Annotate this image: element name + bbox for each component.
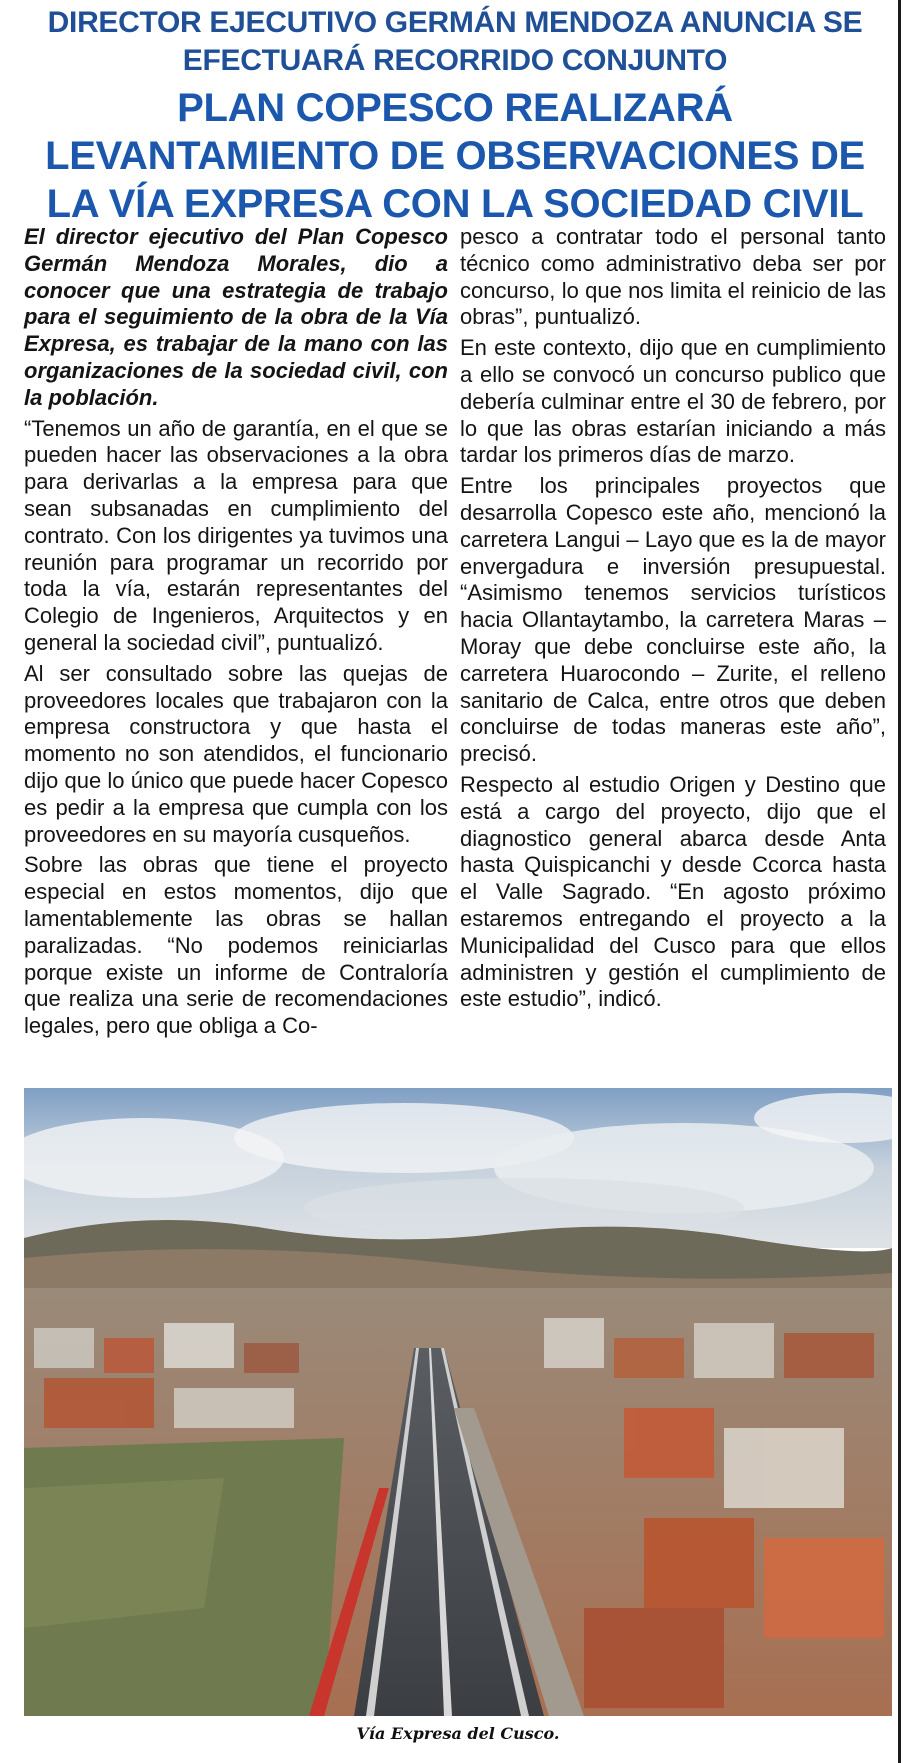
page-border-right (898, 0, 901, 1763)
body-paragraph: En este contexto, dijo que en cumplimiento a ello se convocó un concurso publico que debería culminar entre el 30 de febrero, por lo que las obras estarían iniciando a más tardar los primeros días de marzo. (460, 335, 886, 468)
article-kicker: DIRECTOR EJECUTIVO GERMÁN MENDOZA ANUNCIA SE EFECTUARÁ RECORRIDO CONJUNTO (47, 6, 863, 77)
article-headline: PLAN COPESCO REALIZARÁ LEVANTAMIENTO DE OBSERVACIONES DE LA VÍA EXPRESA CON LA SOCIEDAD CIVIL (45, 86, 865, 226)
body-paragraph: “Tenemos un año de garantía, en el que se pueden hacer las observaciones a la obra para derivarlas a la empresa para que sean subsanadas en cumplimiento del contrato. Con los dirigentes ya tuvimos una reunión para programar un recorrido por toda la vía, estarán representantes del Colegio de Ingenieros, Arquitectos y en general la sociedad civil”, puntualizó. (24, 415, 448, 655)
article-column-left (24, 224, 448, 1044)
body-paragraph: Respecto al estudio Origen y Destino que está a cargo del proyecto, dijo que el diagnostico general abarca desde Anta hasta Quispicanchi y desde Ccorca hasta el Valle Sagrado. “En agosto próximo estaremos entregando el proyecto a la Municipalidad del Cusco para que ellos administren y gestión el cumplimiento de este estudio”, indicó. (460, 771, 886, 1012)
photo-caption: Vía Expresa del Cusco. (356, 1724, 560, 1743)
article-column-right (460, 224, 886, 1017)
body-paragraph: pesco a contratar todo el personal tanto técnico como administrativo deba ser por concurso, lo que nos limita el reinicio de las obras”, puntualizó. (460, 224, 886, 330)
body-paragraph: Entre los principales proyectos que desarrolla Copesco este año, mencionó la carretera Langui – Layo que es la de mayor envergadura e inversión presupuestal. “Asimismo tenemos servicios turísticos hacia Ollantaytambo, la carretera Maras – Moray que debe concluirse este año, la carretera Huarocondo – Zurite, el relleno sanitario de Calca, entre otros que deben concluirse de todas maneras este año”, precisó. (460, 473, 886, 767)
body-paragraph: Al ser consultado sobre las quejas de proveedores locales que trabajaron con la empresa constructora y que hasta el momento no son atendidos, el funcionario dijo que lo único que puede hacer Copesco es pedir a la empresa que cumpla con los proveedores en su mayoría cusqueños. (24, 660, 448, 847)
body-paragraph: Sobre las obras que tiene el proyecto especial en estos momentos, dijo que lamentablemente las obras se hallan paralizadas. “No podemos reiniciarlas porque existe un informe de Contraloría que realiza una serie de recomendaciones legales, pero que obliga a Co- (24, 852, 448, 1039)
article-lead: El director ejecutivo del Plan Copesco Germán Mendoza Morales, dio a conocer que una estrategia de trabajo para el seguimiento de la obra de la Vía Expresa, es trabajar de la mano con las organizaciones de la sociedad civil, con la población. (24, 224, 448, 410)
article-photo (24, 1088, 892, 1716)
